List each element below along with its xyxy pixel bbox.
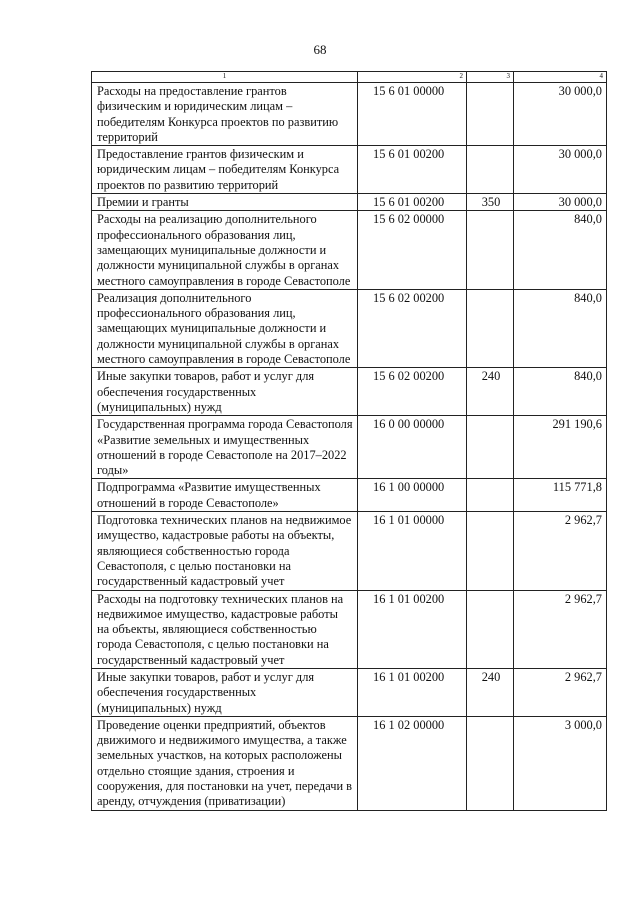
row-name-cell: Расходы на подготовку технических планов на недвижимое имущество, кадастровые работы на объекты, являющиеся собственностью города Севастополя, с целью постановки на государственный кадастровый учет — [92, 590, 358, 668]
row-type-cell — [467, 590, 514, 668]
row-type-cell — [467, 416, 514, 479]
row-type-cell — [467, 512, 514, 590]
table-row — [92, 289, 607, 367]
row-code-cell: 15 6 01 00000 — [358, 83, 467, 146]
table-row — [92, 479, 607, 512]
row-amount-cell: 840,0 — [514, 211, 607, 289]
table-row — [92, 716, 607, 810]
row-name-cell: Расходы на реализацию дополнительного профессионального образования лиц, замещающих муниципальные должности и должности муниципальной службы в органах местного самоуправления в городе Севастополе — [92, 211, 358, 289]
row-name-cell: Реализация дополнительного профессионального образования лиц, замещающих муниципальные должности и должности муниципальной службы в органах местного самоуправления в городе Севастополе — [92, 289, 358, 367]
table-row — [92, 146, 607, 194]
row-code-cell: 16 1 02 00000 — [358, 716, 467, 810]
row-type-cell — [467, 211, 514, 289]
row-code-cell: 15 6 02 00200 — [358, 368, 467, 416]
row-amount-cell: 115 771,8 — [514, 479, 607, 512]
row-type-cell: 240 — [467, 668, 514, 716]
row-amount-cell: 840,0 — [514, 289, 607, 367]
row-type-cell — [467, 716, 514, 810]
page-number: 68 — [313, 42, 327, 57]
row-type-cell: 350 — [467, 194, 514, 211]
row-code-cell: 16 1 01 00200 — [358, 590, 467, 668]
column-header-2: 2 — [358, 72, 467, 83]
row-code-cell: 16 1 01 00000 — [358, 512, 467, 590]
row-name-cell: Иные закупки товаров, работ и услуг для обеспечения государственных (муниципальных) нужд — [92, 368, 358, 416]
row-amount-cell: 2 962,7 — [514, 590, 607, 668]
row-amount-cell: 840,0 — [514, 368, 607, 416]
row-amount-cell: 3 000,0 — [514, 716, 607, 810]
table-row — [92, 194, 607, 211]
row-code-cell: 16 1 01 00200 — [358, 668, 467, 716]
row-name-cell: Премии и гранты — [92, 194, 358, 211]
budget-table — [91, 71, 607, 811]
table-row — [92, 416, 607, 479]
row-amount-cell: 2 962,7 — [514, 512, 607, 590]
row-amount-cell: 30 000,0 — [514, 194, 607, 211]
column-header-1: 1 — [92, 72, 358, 83]
row-amount-cell: 30 000,0 — [514, 146, 607, 194]
row-name-cell: Проведение оценки предприятий, объектов движимого и недвижимого имущества, а также земельных участков, на которых расположены отдельно стоящие здания, строения и сооружения, для постановки на учет, передачи в аренду, отчуждения (приватизации) — [92, 716, 358, 810]
table-body — [92, 83, 607, 811]
row-name-cell: Государственная программа города Севастополя «Развитие земельных и имущественных отношений в городе Севастополе на 2017–2022 годы» — [92, 416, 358, 479]
table-row — [92, 512, 607, 590]
table-row — [92, 83, 607, 146]
table-row — [92, 211, 607, 289]
row-name-cell: Расходы на предоставление грантов физическим и юридическим лицам – победителям Конкурса проектов по развитию территорий — [92, 83, 358, 146]
row-type-cell — [467, 83, 514, 146]
row-code-cell: 16 0 00 00000 — [358, 416, 467, 479]
row-code-cell: 15 6 01 00200 — [358, 146, 467, 194]
row-code-cell: 15 6 01 00200 — [358, 194, 467, 211]
row-name-cell: Предоставление грантов физическим и юридическим лицам – победителям Конкурса проектов по развитию территорий — [92, 146, 358, 194]
row-name-cell: Иные закупки товаров, работ и услуг для обеспечения государственных (муниципальных) нужд — [92, 668, 358, 716]
row-type-cell — [467, 289, 514, 367]
table-header-row — [92, 72, 607, 83]
column-header-3: 3 — [467, 72, 514, 83]
table-row — [92, 590, 607, 668]
column-header-4: 4 — [514, 72, 607, 83]
row-code-cell: 15 6 02 00200 — [358, 289, 467, 367]
row-amount-cell: 291 190,6 — [514, 416, 607, 479]
row-type-cell: 240 — [467, 368, 514, 416]
table-row — [92, 368, 607, 416]
row-name-cell: Подготовка технических планов на недвижимое имущество, кадастровые работы на объекты, являющиеся собственностью города Севастополя, с целью постановки на государственный кадастровый учет — [92, 512, 358, 590]
row-type-cell — [467, 479, 514, 512]
table-row — [92, 668, 607, 716]
row-code-cell: 15 6 02 00000 — [358, 211, 467, 289]
row-code-cell: 16 1 00 00000 — [358, 479, 467, 512]
row-amount-cell: 2 962,7 — [514, 668, 607, 716]
row-name-cell: Подпрограмма «Развитие имущественных отношений в городе Севастополе» — [92, 479, 358, 512]
row-type-cell — [467, 146, 514, 194]
row-amount-cell: 30 000,0 — [514, 83, 607, 146]
